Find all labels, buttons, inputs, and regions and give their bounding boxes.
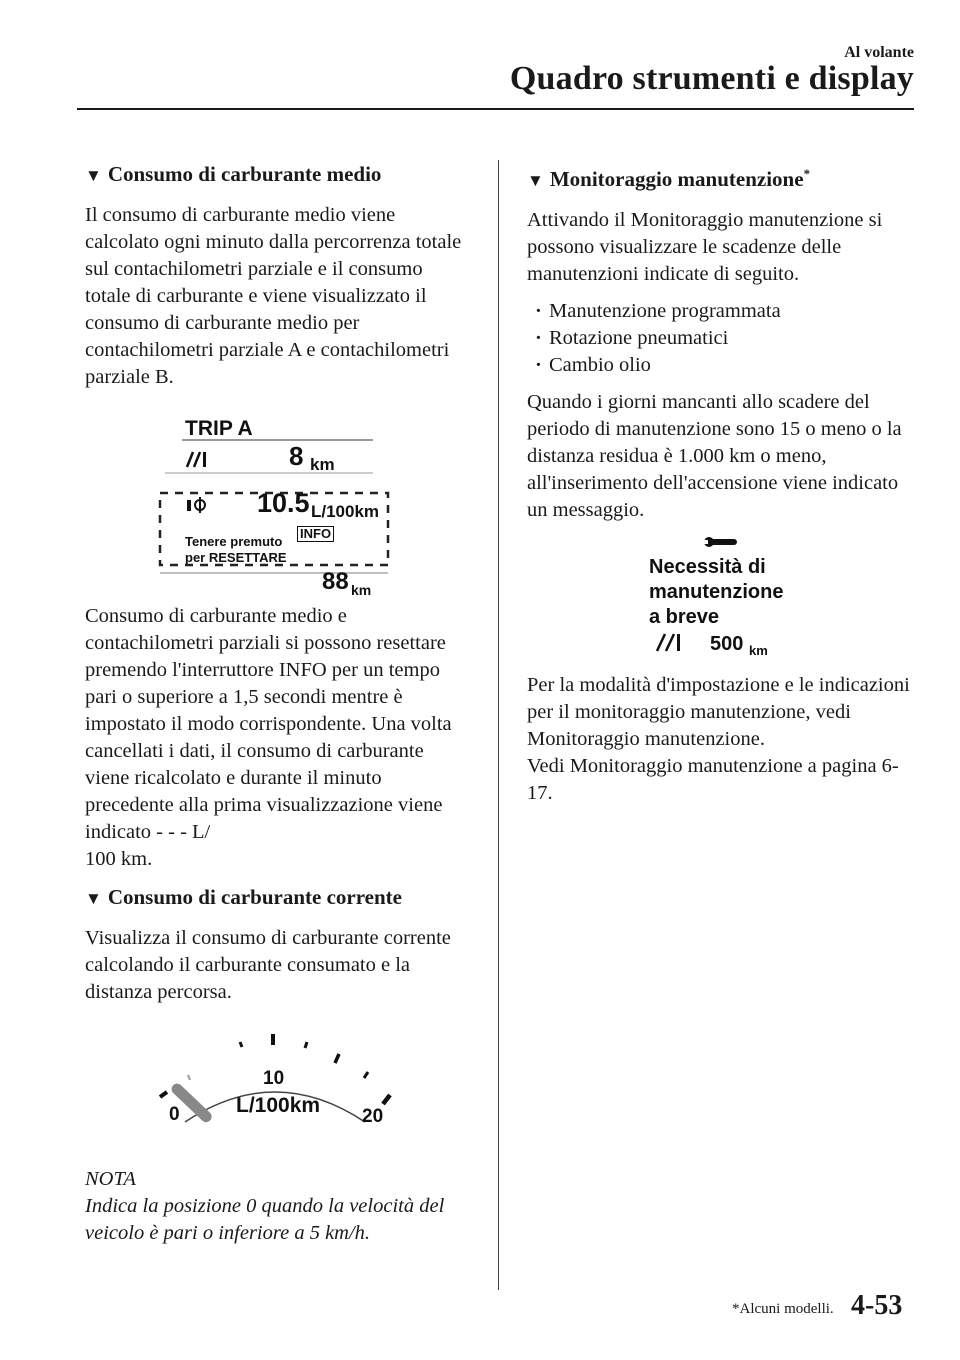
avg-fuel-reset-tail: 100 km. <box>85 848 153 870</box>
maintenance-message-line1: Necessità di <box>649 556 766 578</box>
avg-fuel-unit: L/100km <box>311 502 380 521</box>
triangle-down-icon: ▼ <box>527 171 544 190</box>
current-fuel-heading: ▼ Consumo di carburante corrente <box>85 885 402 909</box>
right-column <box>527 160 922 817</box>
list-item: · Manutenzione programmata <box>543 298 922 325</box>
avg-fuel-heading: ▼ Consumo di carburante medio <box>85 162 382 186</box>
gauge-unit: L/100km <box>236 1094 321 1117</box>
avg-fuel-reset-paragraph: Consumo di carburante medio e contachilometri parziali si possono resettare premendo l'interruttore INFO per un tempo pari o superiore a 1,5 secondi mentre è impostato il modo corrispondente. Una volta cancellati i dati, il consumo di carburante viene ricalcolato e durante il minuto precedente alla prima visualizzazione viene indicato - - - L/ <box>85 605 452 843</box>
maintenance-threshold-paragraph: Quando i giorni mancanti allo scadere del periodo di manutenzione sono 15 o meno o la distanza residua è 1.000 km o meno, all'inserimento dell'accensione viene indicato un messaggio. <box>527 391 902 521</box>
gauge-label-max: 20 <box>362 1106 384 1127</box>
maintenance-settings-paragraph: Per la modalità d'impostazione e le indicazioni per il monitoraggio manutenzione, vedi Monitoraggio manutenzione. <box>527 674 910 750</box>
note-text: Indica la posizione 0 quando la velocità del veicolo è pari o inferiore a 5 km/h. <box>85 1195 445 1244</box>
footnote-asterisk: * <box>803 166 811 181</box>
wrench-icon <box>703 534 739 550</box>
maintenance-message-line3: a breve <box>649 606 720 628</box>
list-item: · Rotazione pneumatici <box>543 325 922 352</box>
reset-action-text: per RESETTARE <box>185 550 287 565</box>
page-number: 4-53 <box>851 1290 903 1321</box>
trip-display-figure <box>85 413 470 598</box>
note-title: NOTA <box>85 1168 136 1190</box>
list-item: · Cambio olio <box>543 352 922 379</box>
section-label: Al volante <box>844 44 914 61</box>
range-value: 88 <box>322 568 349 595</box>
avg-fuel-value: 10.5 <box>257 488 310 518</box>
footnote: *Alcuni modelli. <box>732 1301 834 1317</box>
fuel-gauge-figure <box>85 1032 470 1152</box>
maintenance-intro: Attivando il Monitoraggio manutenzione si possono visualizzare le scadenze delle manutenzioni indicate di seguito. <box>527 209 883 285</box>
maintenance-distance-value: 500 <box>710 633 744 655</box>
column-divider <box>498 160 499 1290</box>
range-unit: km <box>351 582 372 598</box>
info-badge: INFO <box>297 526 334 542</box>
odometer-icon <box>655 631 685 653</box>
left-column <box>85 160 470 1247</box>
maintenance-heading: ▼ Monitoraggio manutenzione* <box>527 166 811 191</box>
maintenance-message-line2: manutenzione <box>649 581 784 603</box>
trip-distance-unit: km <box>310 455 335 474</box>
trip-label: TRIP A <box>185 417 253 440</box>
triangle-down-icon: ▼ <box>85 166 102 185</box>
maintenance-display-figure <box>527 534 922 664</box>
maintenance-list <box>527 298 922 379</box>
gauge-label-min: 0 <box>169 1104 180 1125</box>
page-title: Quadro strumenti e display <box>509 60 914 97</box>
triangle-down-icon: ▼ <box>85 889 102 908</box>
avg-fuel-paragraph: Il consumo di carburante medio viene calcolato ogni minuto dalla percorrenza totale sul contachilometri parziale e il consumo totale di carburante e viene visualizzato il consumo di carburante medio per contachilometri parziale A e contachilometri parziale B. <box>85 204 462 388</box>
fuel-pump-icon <box>185 495 209 515</box>
current-fuel-paragraph: Visualizza il consumo di carburante corrente calcolando il carburante consumato e la distanza percorsa. <box>85 927 451 1003</box>
header-rule <box>77 108 914 110</box>
trip-distance-value: 8 <box>289 441 304 471</box>
gauge-label-mid: 10 <box>263 1068 285 1089</box>
trip-odometer-icon <box>185 449 209 469</box>
maintenance-distance-unit: km <box>749 643 768 658</box>
reset-hold-text: Tenere premuto <box>185 534 283 549</box>
maintenance-reference: Vedi Monitoraggio manutenzione a pagina 6-17. <box>527 755 899 804</box>
